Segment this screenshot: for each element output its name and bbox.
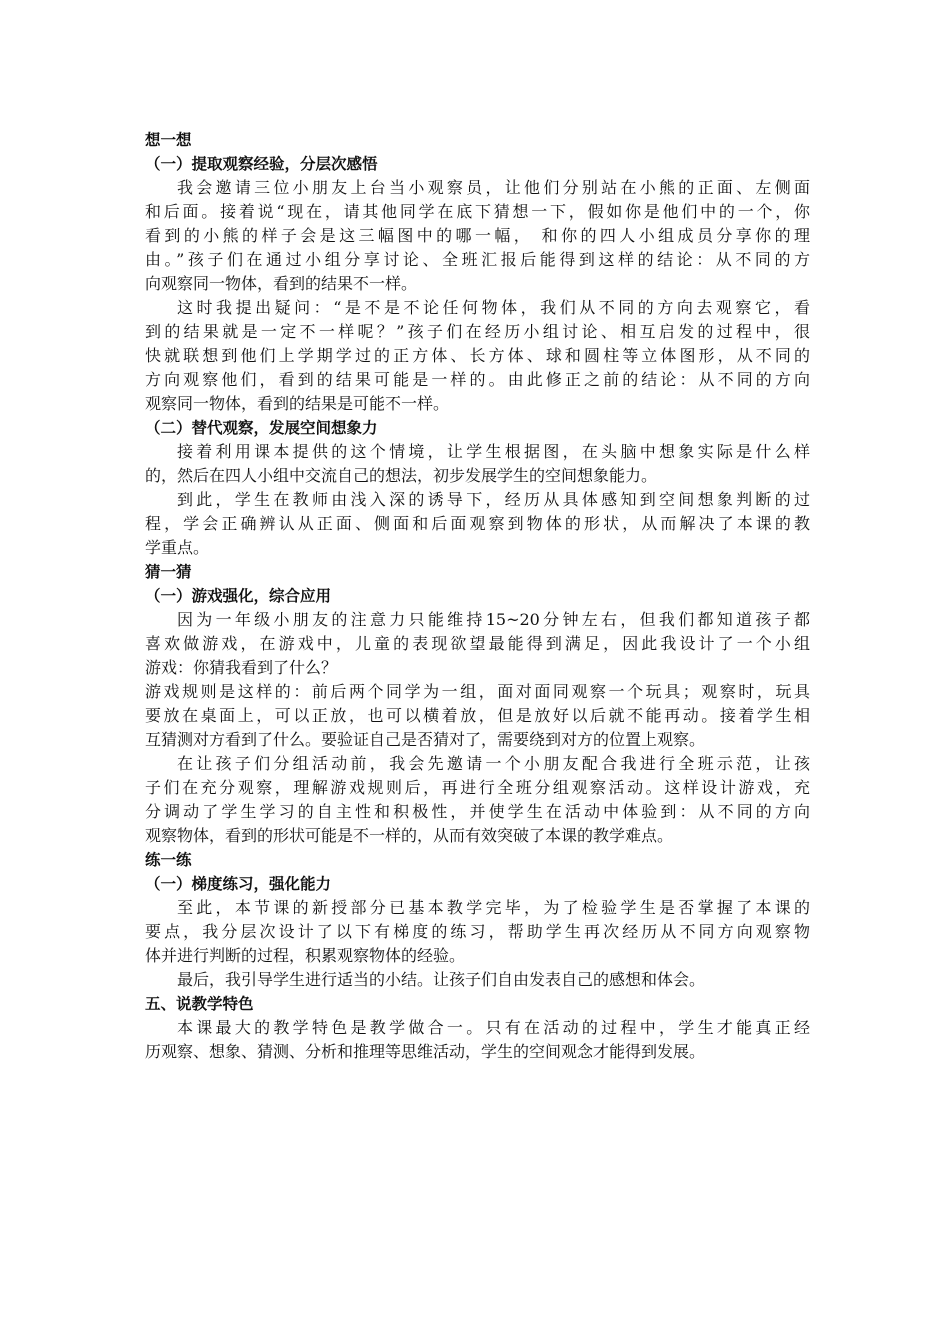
paragraph-line: 由。”孩子们在通过小组分享讨论、全班汇报后能得到这样的结论：从不同的方 <box>145 250 810 269</box>
paragraph-line: 历观察、想象、猜测、分析和推理等思维活动，学生的空间观念才能得到发展。 <box>145 1042 706 1061</box>
paragraph-line: 游戏规则是这样的：前后两个同学为一组，面对面同观察一个玩具；观察时，玩具 <box>145 682 810 701</box>
paragraph-line: 分调动了学生学习的自主性和积极性，并使学生在活动中体验到：从不同的方向 <box>145 802 810 821</box>
paragraph-line: 到此，学生在教师由浅入深的诱导下，经历从具体感知到空间想象判断的过 <box>177 490 810 509</box>
paragraph-line: 因为一年级小朋友的注意力只能维持15~20分钟左右，但我们都知道孩子都 <box>177 610 810 629</box>
paragraph-line: 观察同一物体，看到的结果是可能不一样。 <box>145 394 450 413</box>
paragraph-line: 向观察同一物体，看到的结果不一样。 <box>145 274 418 293</box>
paragraph-line: 学重点。 <box>145 538 210 557</box>
section-heading: （一）梯度练习，强化能力 <box>145 875 332 893</box>
paragraph-line: 至此，本节课的新授部分已基本教学完毕，为了检验学生是否掌握了本课的 <box>177 898 810 917</box>
paragraph-line: 方向观察他们，看到的结果可能是一样的。由此修正之前的结论：从不同的方向 <box>145 370 810 389</box>
paragraph-line: 体并进行判断的过程，积累观察物体的经验。 <box>145 946 466 965</box>
section-heading: 五、说教学特色 <box>145 995 254 1013</box>
section-heading: （一）提取观察经验，分层次感悟 <box>145 155 378 173</box>
paragraph-line: 要点，我分层次设计了以下有梯度的练习，帮助学生再次经历从不同方向观察物 <box>145 922 810 941</box>
paragraph-line: 子们在充分观察，理解游戏规则后，再进行全班分组观察活动。这样设计游戏，充 <box>145 778 810 797</box>
paragraph-line: 这时我提出疑问：“是不是不论任何物体，我们从不同的方向去观察它，看 <box>177 298 810 317</box>
paragraph-line: 最后，我引导学生进行适当的小结。让孩子们自由发表自己的感想和体会。 <box>177 970 706 989</box>
section-heading: 想一想 <box>145 131 192 149</box>
paragraph-line: 观察物体，看到的形状可能是不一样的，从而有效突破了本课的教学难点。 <box>145 826 674 845</box>
document-page <box>145 128 810 1064</box>
section-heading: 猜一猜 <box>145 563 192 581</box>
paragraph-line: 看到的小熊的样子会是这三幅图中的哪一幅， 和你的四人小组成员分享你的理 <box>145 226 810 245</box>
paragraph-line: 互猜测对方看到了什么。要验证自己是否猜对了，需要绕到对方的位置上观察。 <box>145 730 706 749</box>
section-heading: （二）替代观察，发展空间想象力 <box>145 419 378 437</box>
paragraph-line: 喜欢做游戏，在游戏中，儿童的表现欲望最能得到满足，因此我设计了一个小组 <box>145 634 810 653</box>
paragraph-line: 到的结果就是一定不一样呢？”孩子们在经历小组讨论、相互启发的过程中，很 <box>145 322 810 341</box>
paragraph-line: 游戏：你猜我看到了什么？ <box>145 658 338 677</box>
section-heading: （一）游戏强化，综合应用 <box>145 587 332 605</box>
section-heading: 练一练 <box>145 851 192 869</box>
paragraph-line: 和后面。接着说“现在，请其他同学在底下猜想一下，假如你是他们中的一个，你 <box>145 202 810 221</box>
paragraph-line: 接着利用课本提供的这个情境，让学生根据图，在头脑中想象实际是什么样 <box>177 442 810 461</box>
paragraph-line: 快就联想到他们上学期学过的正方体、长方体、球和圆柱等立体图形，从不同的 <box>145 346 810 365</box>
paragraph-line: 的，然后在四人小组中交流自己的想法，初步发展学生的空间想象能力。 <box>145 466 658 485</box>
paragraph-line: 程，学会正确辨认从正面、侧面和后面观察到物体的形状，从而解决了本课的教 <box>145 514 810 533</box>
paragraph-line: 我会邀请三位小朋友上台当小观察员，让他们分别站在小熊的正面、左侧面 <box>177 178 810 197</box>
paragraph-line: 要放在桌面上，可以正放，也可以横着放，但是放好以后就不能再动。接着学生相 <box>145 706 810 725</box>
paragraph-line: 在让孩子们分组活动前，我会先邀请一个小朋友配合我进行全班示范，让孩 <box>177 754 810 773</box>
paragraph-line: 本课最大的教学特色是教学做合一。只有在活动的过程中，学生才能真正经 <box>177 1018 810 1037</box>
